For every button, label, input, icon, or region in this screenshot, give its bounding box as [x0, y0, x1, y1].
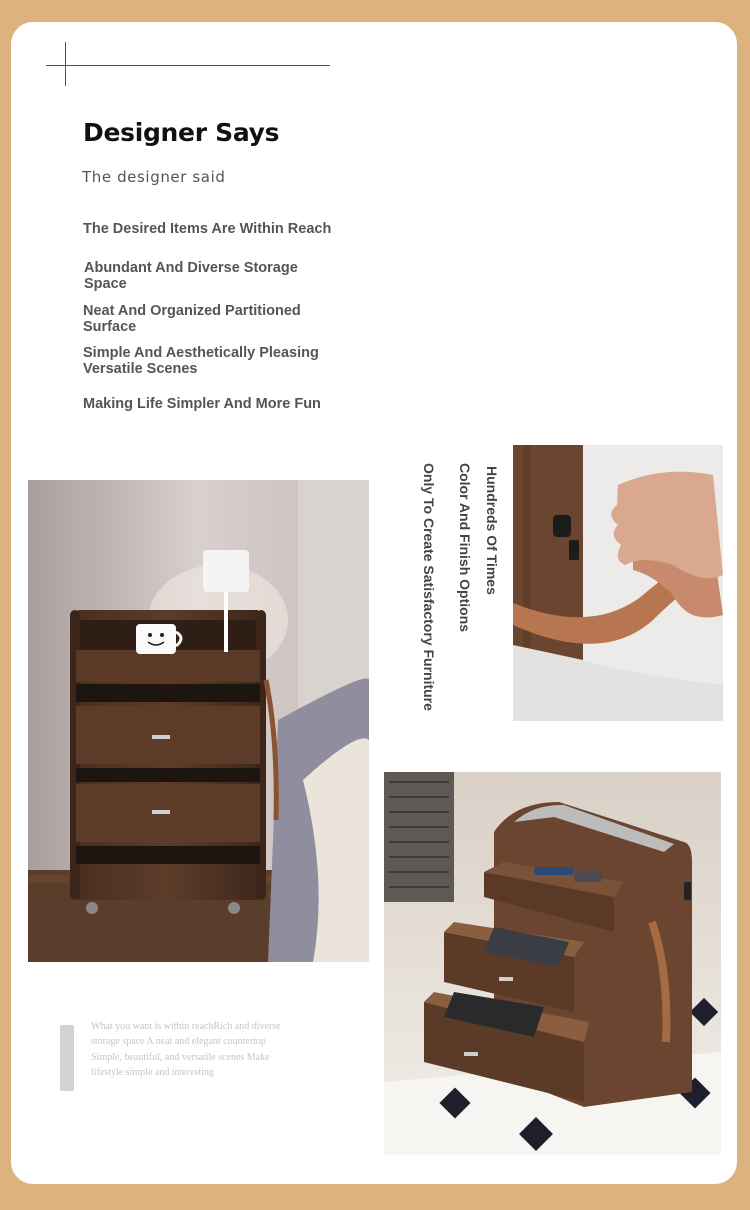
vertical-caption: Only To Create Satisfactory Furniture	[421, 463, 437, 711]
leather-handle-photo	[513, 445, 723, 721]
decor-vertical-line	[65, 42, 66, 86]
open-drawers-photo	[384, 772, 721, 1155]
faint-caption: What you want is within reachRich and diverse storage space A neat and elegant countertop Simple, beautiful, and versatile scenes Make lifestyle simple and interesting	[91, 1021, 281, 1078]
feature-item: Making Life Simpler And More Fun	[83, 396, 321, 412]
feature-item: Neat And Organized Partitioned Surface	[83, 303, 301, 335]
faint-accent-bar	[60, 1025, 74, 1091]
decor-horizontal-line	[46, 65, 330, 66]
page-title: Designer Says	[83, 118, 280, 147]
vertical-caption: Hundreds Of Times	[484, 466, 500, 595]
feature-item: Abundant And Diverse Storage Space	[84, 260, 298, 292]
feature-item: The Desired Items Are Within Reach	[83, 221, 332, 237]
feature-item: Simple And Aesthetically Pleasing Versatile Scenes	[83, 345, 319, 377]
content-card	[11, 22, 737, 1184]
page-subtitle: The designer said	[82, 168, 226, 186]
bedroom-nightstand-photo	[28, 480, 369, 962]
vertical-caption: Color And Finish Options	[457, 463, 473, 633]
